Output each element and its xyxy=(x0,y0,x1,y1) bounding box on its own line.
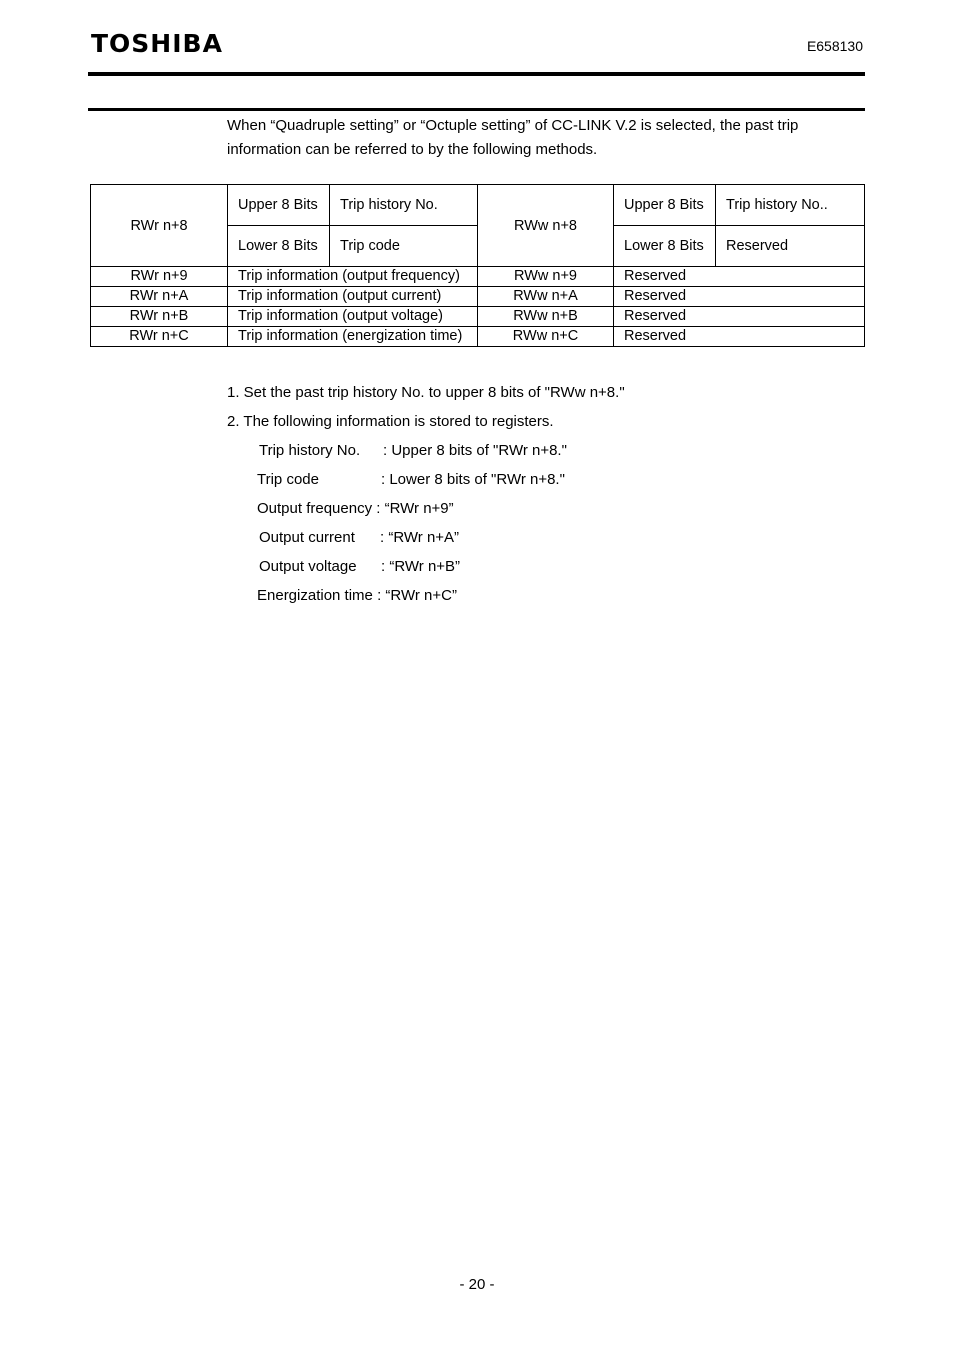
rwr-cell: RWr n+A xyxy=(91,287,228,307)
lower-8-bits-cell: Lower 8 Bits xyxy=(228,226,330,267)
table-row xyxy=(91,307,865,327)
register-value: : “RWr n+B” xyxy=(381,558,461,575)
page-number: - 20 - xyxy=(459,1276,495,1293)
toshiba-logo: TOSHIBA xyxy=(91,29,223,58)
step-1: 1. Set the past trip history No. to upper 8 bits of "RWw n+8." xyxy=(227,384,625,401)
trip-code-cell: Trip code xyxy=(330,226,478,267)
table-row xyxy=(91,185,865,226)
section-rule xyxy=(88,108,865,111)
step-2: 2. The following information is stored to registers. xyxy=(227,413,554,430)
trip-history-no-cell: Trip history No. xyxy=(330,185,478,226)
rww-cell: RWw n+9 xyxy=(478,267,614,287)
rww-lower-8-bits-cell: Lower 8 Bits xyxy=(614,226,716,267)
register-value: : “RWr n+A” xyxy=(380,529,460,546)
rww-reserved-cell: Reserved xyxy=(716,226,865,267)
trip-info-cell: Trip information (output voltage) xyxy=(228,307,478,327)
header-rule xyxy=(88,72,865,76)
rwr-n8-cell: RWr n+8 xyxy=(91,185,228,267)
register-value: : Lower 8 bits of "RWr n+8." xyxy=(381,471,565,488)
register-item xyxy=(257,587,457,604)
register-label: Trip code xyxy=(257,471,319,488)
register-item xyxy=(257,500,454,517)
rww-value-cell: Reserved xyxy=(614,327,865,347)
rww-n8-cell: RWw n+8 xyxy=(478,185,614,267)
register-label: Output frequency xyxy=(257,500,373,517)
upper-8-bits-cell: Upper 8 Bits xyxy=(228,185,330,226)
rww-cell: RWw n+B xyxy=(478,307,614,327)
register-value: : “RWr n+C” xyxy=(377,587,457,604)
rww-trip-history-no-cell: Trip history No.. xyxy=(716,185,865,226)
trip-info-cell: Trip information (output frequency) xyxy=(228,267,478,287)
register-label: Output voltage xyxy=(259,558,357,575)
rww-cell: RWw n+A xyxy=(478,287,614,307)
intro-line-1: When “Quadruple setting” or “Octuple setting” of CC-LINK V.2 is selected, the past trip xyxy=(227,117,799,134)
table-row xyxy=(91,287,865,307)
register-value: : “RWr n+9” xyxy=(376,500,454,517)
rwr-cell: RWr n+C xyxy=(91,327,228,347)
document-number: E658130 xyxy=(806,38,863,54)
rww-cell: RWw n+C xyxy=(478,327,614,347)
register-table xyxy=(90,184,865,347)
rww-value-cell: Reserved xyxy=(614,287,865,307)
intro-paragraph xyxy=(227,114,857,162)
rww-upper-8-bits-cell: Upper 8 Bits xyxy=(614,185,716,226)
register-item xyxy=(257,471,565,488)
intro-line-2: information can be referred to by the following methods. xyxy=(227,141,598,158)
register-item xyxy=(259,558,461,575)
register-item xyxy=(259,442,567,459)
register-value: : Upper 8 bits of "RWr n+8." xyxy=(383,442,567,459)
trip-info-cell: Trip information (energization time) xyxy=(228,327,478,347)
rww-value-cell: Reserved xyxy=(614,307,865,327)
register-label: Energization time xyxy=(257,587,373,604)
table-row xyxy=(91,327,865,347)
table-row xyxy=(91,267,865,287)
rwr-cell: RWr n+B xyxy=(91,307,228,327)
register-item xyxy=(259,529,460,546)
trip-info-cell: Trip information (output current) xyxy=(228,287,478,307)
register-label: Output current xyxy=(259,529,355,546)
register-label: Trip history No. xyxy=(259,442,361,459)
rwr-cell: RWr n+9 xyxy=(91,267,228,287)
rww-value-cell: Reserved xyxy=(614,267,865,287)
